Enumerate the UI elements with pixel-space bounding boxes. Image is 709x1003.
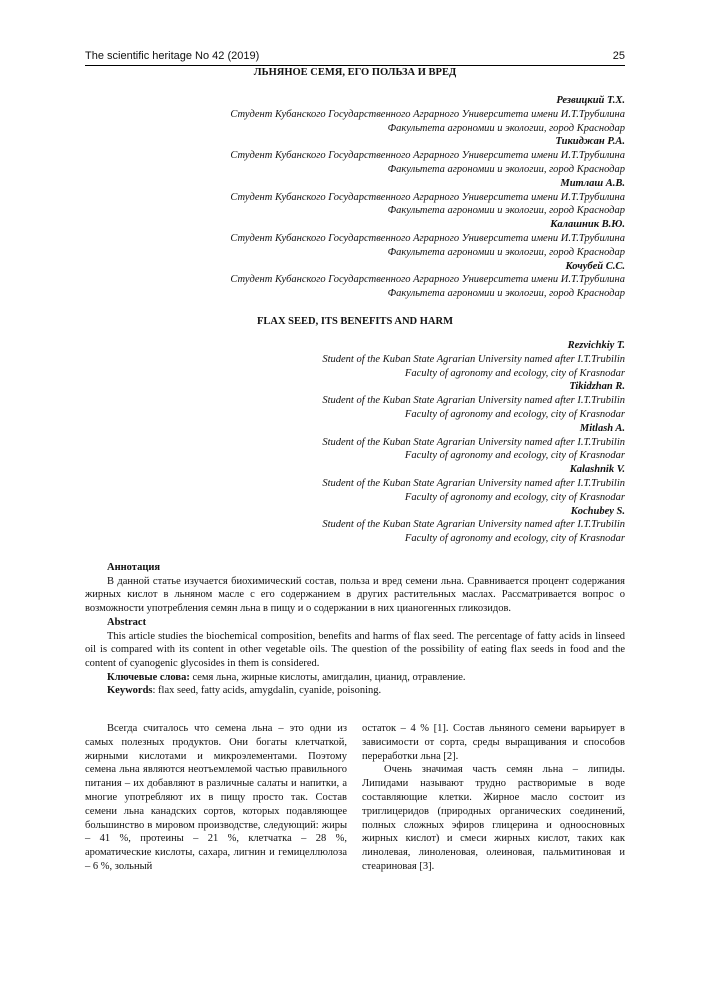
author-name: Тикиджан Р.А. — [555, 136, 625, 148]
authors-ru — [85, 94, 625, 301]
author-faculty: Факультета агрономии и экологии, город Краснодар — [387, 163, 625, 175]
author-name: Кочубей С.С. — [565, 260, 625, 272]
author-affiliation: Студент Кубанского Государственного Аграрного Университета имени И.Т.Трубилина — [230, 150, 625, 162]
author-affiliation: Студент Кубанского Государственного Аграрного Университета имени И.Т.Трубилина — [230, 232, 625, 244]
author-faculty: Факультета агрономии и экологии, город Краснодар — [387, 288, 625, 300]
author-name: Kalashnik V. — [569, 464, 625, 476]
author-faculty: Факультета агрономии и экологии, город Краснодар — [387, 246, 625, 258]
keywords-label-ru: Ключевые слова: — [107, 671, 190, 683]
abstract-heading-en: Abstract — [107, 616, 147, 628]
author-affiliation: Student of the Kuban State Agrarian University named after I.T.Trubilin — [322, 519, 625, 531]
journal-title: The scientific heritage No 42 (2019) — [85, 50, 260, 62]
keywords-text-en: : flax seed, fatty acids, amygdalin, cyanide, poisoning. — [152, 685, 382, 697]
author-name: Митлаш А.В. — [560, 177, 625, 189]
author-name: Tikidzhan R. — [569, 381, 625, 393]
article-title-en: FLAX SEED, ITS BENEFITS AND HARM — [256, 316, 454, 327]
author-faculty: Faculty of agronomy and ecology, city of Krasnodar — [404, 367, 625, 379]
abstract-text-ru: В данной статье изучается биохимический состав, польза и вред семени льна. Сравнивается процент содержания жирных кислот в льняном масле с его содержанием в других растительных маслах. Рассматривается вопрос о возможности употребления семян льна в пищу и о содержании в них цианогенных гликозидов. — [85, 575, 625, 615]
page-number: 25 — [612, 50, 625, 62]
author-affiliation: Student of the Kuban State Agrarian University named after I.T.Trubilin — [322, 477, 625, 489]
keywords-ru — [85, 671, 625, 685]
author-affiliation: Студент Кубанского Государственного Аграрного Университета имени И.Т.Трубилина — [230, 108, 625, 120]
author-name: Резвицкий Т.Х. — [556, 95, 625, 106]
author-affiliation: Студент Кубанского Государственного Аграрного Университета имени И.Т.Трубилина — [230, 274, 625, 286]
article-title-ru: ЛЬНЯНОЕ СЕМЯ, ЕГО ПОЛЬЗА И ВРЕД — [253, 67, 457, 78]
author-name: Mitlash A. — [579, 422, 625, 434]
author-faculty: Faculty of agronomy and ecology, city of Krasnodar — [404, 450, 625, 462]
body-paragraph: Всегда считалось что семена льна – это одни из самых полезных продуктов. Они богаты клетчаткой, жирными кислотами и микроэлементами. Поэтому семена льна являются неотъемлемой частью правильного питания – их добавляют в различные салаты и напитки, а многие употребляют их в пищу просто так. Состав семени льна канадских сортов, которых подавляющее большинство в мировом производстве, следующий: жиры – 41 %, протеины – 21 %, клетчатка – 28 %, ароматические кислоты, сахара, лигнин и гемицеллюлоза – 6 %, зольный — [85, 723, 347, 872]
header-rule — [85, 65, 625, 66]
author-faculty: Факультета агрономии и экологии, город Краснодар — [387, 122, 625, 134]
author-affiliation: Student of the Kuban State Agrarian University named after I.T.Trubilin — [322, 353, 625, 365]
author-faculty: Faculty of agronomy and ecology, city of Krasnodar — [404, 533, 625, 545]
author-name: Kochubey S. — [570, 505, 625, 517]
author-name: Калашник В.Ю. — [550, 219, 625, 231]
author-faculty: Факультета агрономии и экологии, город Краснодар — [387, 205, 625, 217]
keywords-label-en: Keywords — [107, 685, 153, 697]
abstract-section — [85, 561, 625, 698]
author-name: Rezvichkiy T. — [567, 340, 625, 351]
page-header — [85, 50, 625, 66]
abstract-heading-ru: Аннотация — [107, 562, 161, 573]
body-paragraph: остаток – 4 % [1]. Состав льняного семени варьирует в зависимости от сорта, среды выращивания и способов переработки льна [2]. — [362, 723, 625, 762]
abstract-text-en: This article studies the biochemical composition, benefits and harms of flax seed. The percentage of fatty acids in linseed oil is compared with its content in other vegetable oils. The question of the possibility of eating flax seeds in food and the content of cyanogenic glycosides in them is considered. — [85, 630, 625, 669]
body-column-right — [362, 722, 625, 874]
author-affiliation: Student of the Kuban State Agrarian University named after I.T.Trubilin — [322, 395, 625, 407]
keywords-text-ru: семя льна, жирные кислоты, амигдалин, цианид, отравление. — [189, 671, 466, 683]
author-affiliation: Student of the Kuban State Agrarian University named after I.T.Trubilin — [322, 436, 625, 448]
author-faculty: Faculty of agronomy and ecology, city of Krasnodar — [404, 491, 625, 503]
body-paragraph: Очень значимая часть семян льна – липиды. Липидами называют трудно растворимые в воде составляющие клетки. Жирное масло состоит из триглицеридов (природных органических соединений, полных сложных эфиров глицерина и одноосновных жирных кислот) и смеси жирных кислот, таких как линолевая, линоленовая, олеиновая, пальмитиновая и стеариновая [3]. — [362, 764, 625, 872]
keywords-en — [85, 684, 625, 698]
author-faculty: Faculty of agronomy and ecology, city of Krasnodar — [404, 408, 625, 420]
body-column-left — [85, 722, 347, 874]
authors-en — [85, 339, 625, 546]
author-affiliation: Студент Кубанского Государственного Аграрного Университета имени И.Т.Трубилина — [230, 191, 625, 203]
